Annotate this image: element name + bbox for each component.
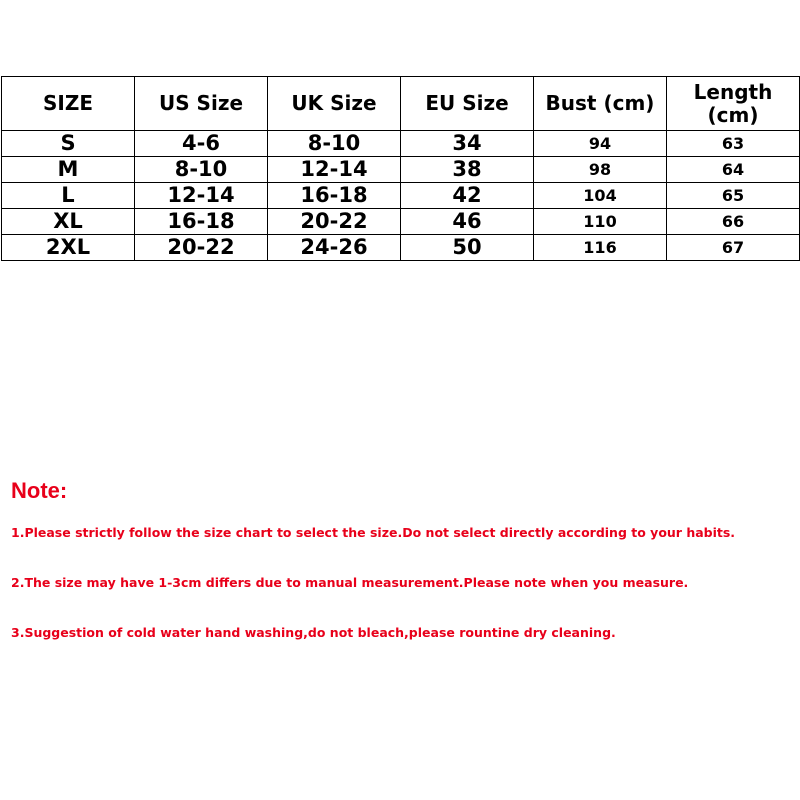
cell-size: L: [2, 183, 135, 209]
cell-us-size: 4-6: [135, 131, 268, 157]
cell-length: 64: [667, 157, 800, 183]
header-bust: Bust (cm): [534, 77, 667, 131]
cell-uk-size: 20-22: [268, 209, 401, 235]
cell-uk-size: 24-26: [268, 235, 401, 261]
note-item-3: 3.Suggestion of cold water hand washing,do not bleach,please rountine dry cleaning.: [11, 625, 616, 640]
table-row: [2, 209, 800, 235]
cell-us-size: 20-22: [135, 235, 268, 261]
cell-length: 66: [667, 209, 800, 235]
cell-us-size: 8-10: [135, 157, 268, 183]
cell-eu-size: 46: [401, 209, 534, 235]
header-uk-size: UK Size: [268, 77, 401, 131]
cell-size: M: [2, 157, 135, 183]
cell-bust: 110: [534, 209, 667, 235]
cell-size: XL: [2, 209, 135, 235]
table-header-row: [2, 77, 800, 131]
header-size: SIZE: [2, 77, 135, 131]
table-row: [2, 183, 800, 209]
size-chart-table: [1, 76, 800, 261]
cell-bust: 98: [534, 157, 667, 183]
cell-us-size: 16-18: [135, 209, 268, 235]
note-item-2: 2.The size may have 1-3cm differs due to manual measurement.Please note when you measure.: [11, 575, 689, 590]
cell-eu-size: 42: [401, 183, 534, 209]
cell-size: 2XL: [2, 235, 135, 261]
cell-uk-size: 8-10: [268, 131, 401, 157]
note-item-1: 1.Please strictly follow the size chart to select the size.Do not select directly according to your habits.: [11, 525, 736, 540]
note-title: Note:: [11, 478, 68, 503]
cell-us-size: 12-14: [135, 183, 268, 209]
cell-size: S: [2, 131, 135, 157]
table-row: [2, 157, 800, 183]
cell-length: 67: [667, 235, 800, 261]
table-row: [2, 235, 800, 261]
cell-bust: 116: [534, 235, 667, 261]
cell-length: 63: [667, 131, 800, 157]
cell-length: 65: [667, 183, 800, 209]
cell-eu-size: 38: [401, 157, 534, 183]
table-row: [2, 131, 800, 157]
cell-eu-size: 50: [401, 235, 534, 261]
header-length: Length (cm): [667, 77, 800, 131]
notes-section: [11, 478, 797, 675]
header-us-size: US Size: [135, 77, 268, 131]
cell-bust: 104: [534, 183, 667, 209]
cell-uk-size: 12-14: [268, 157, 401, 183]
cell-uk-size: 16-18: [268, 183, 401, 209]
cell-bust: 94: [534, 131, 667, 157]
cell-eu-size: 34: [401, 131, 534, 157]
header-eu-size: EU Size: [401, 77, 534, 131]
